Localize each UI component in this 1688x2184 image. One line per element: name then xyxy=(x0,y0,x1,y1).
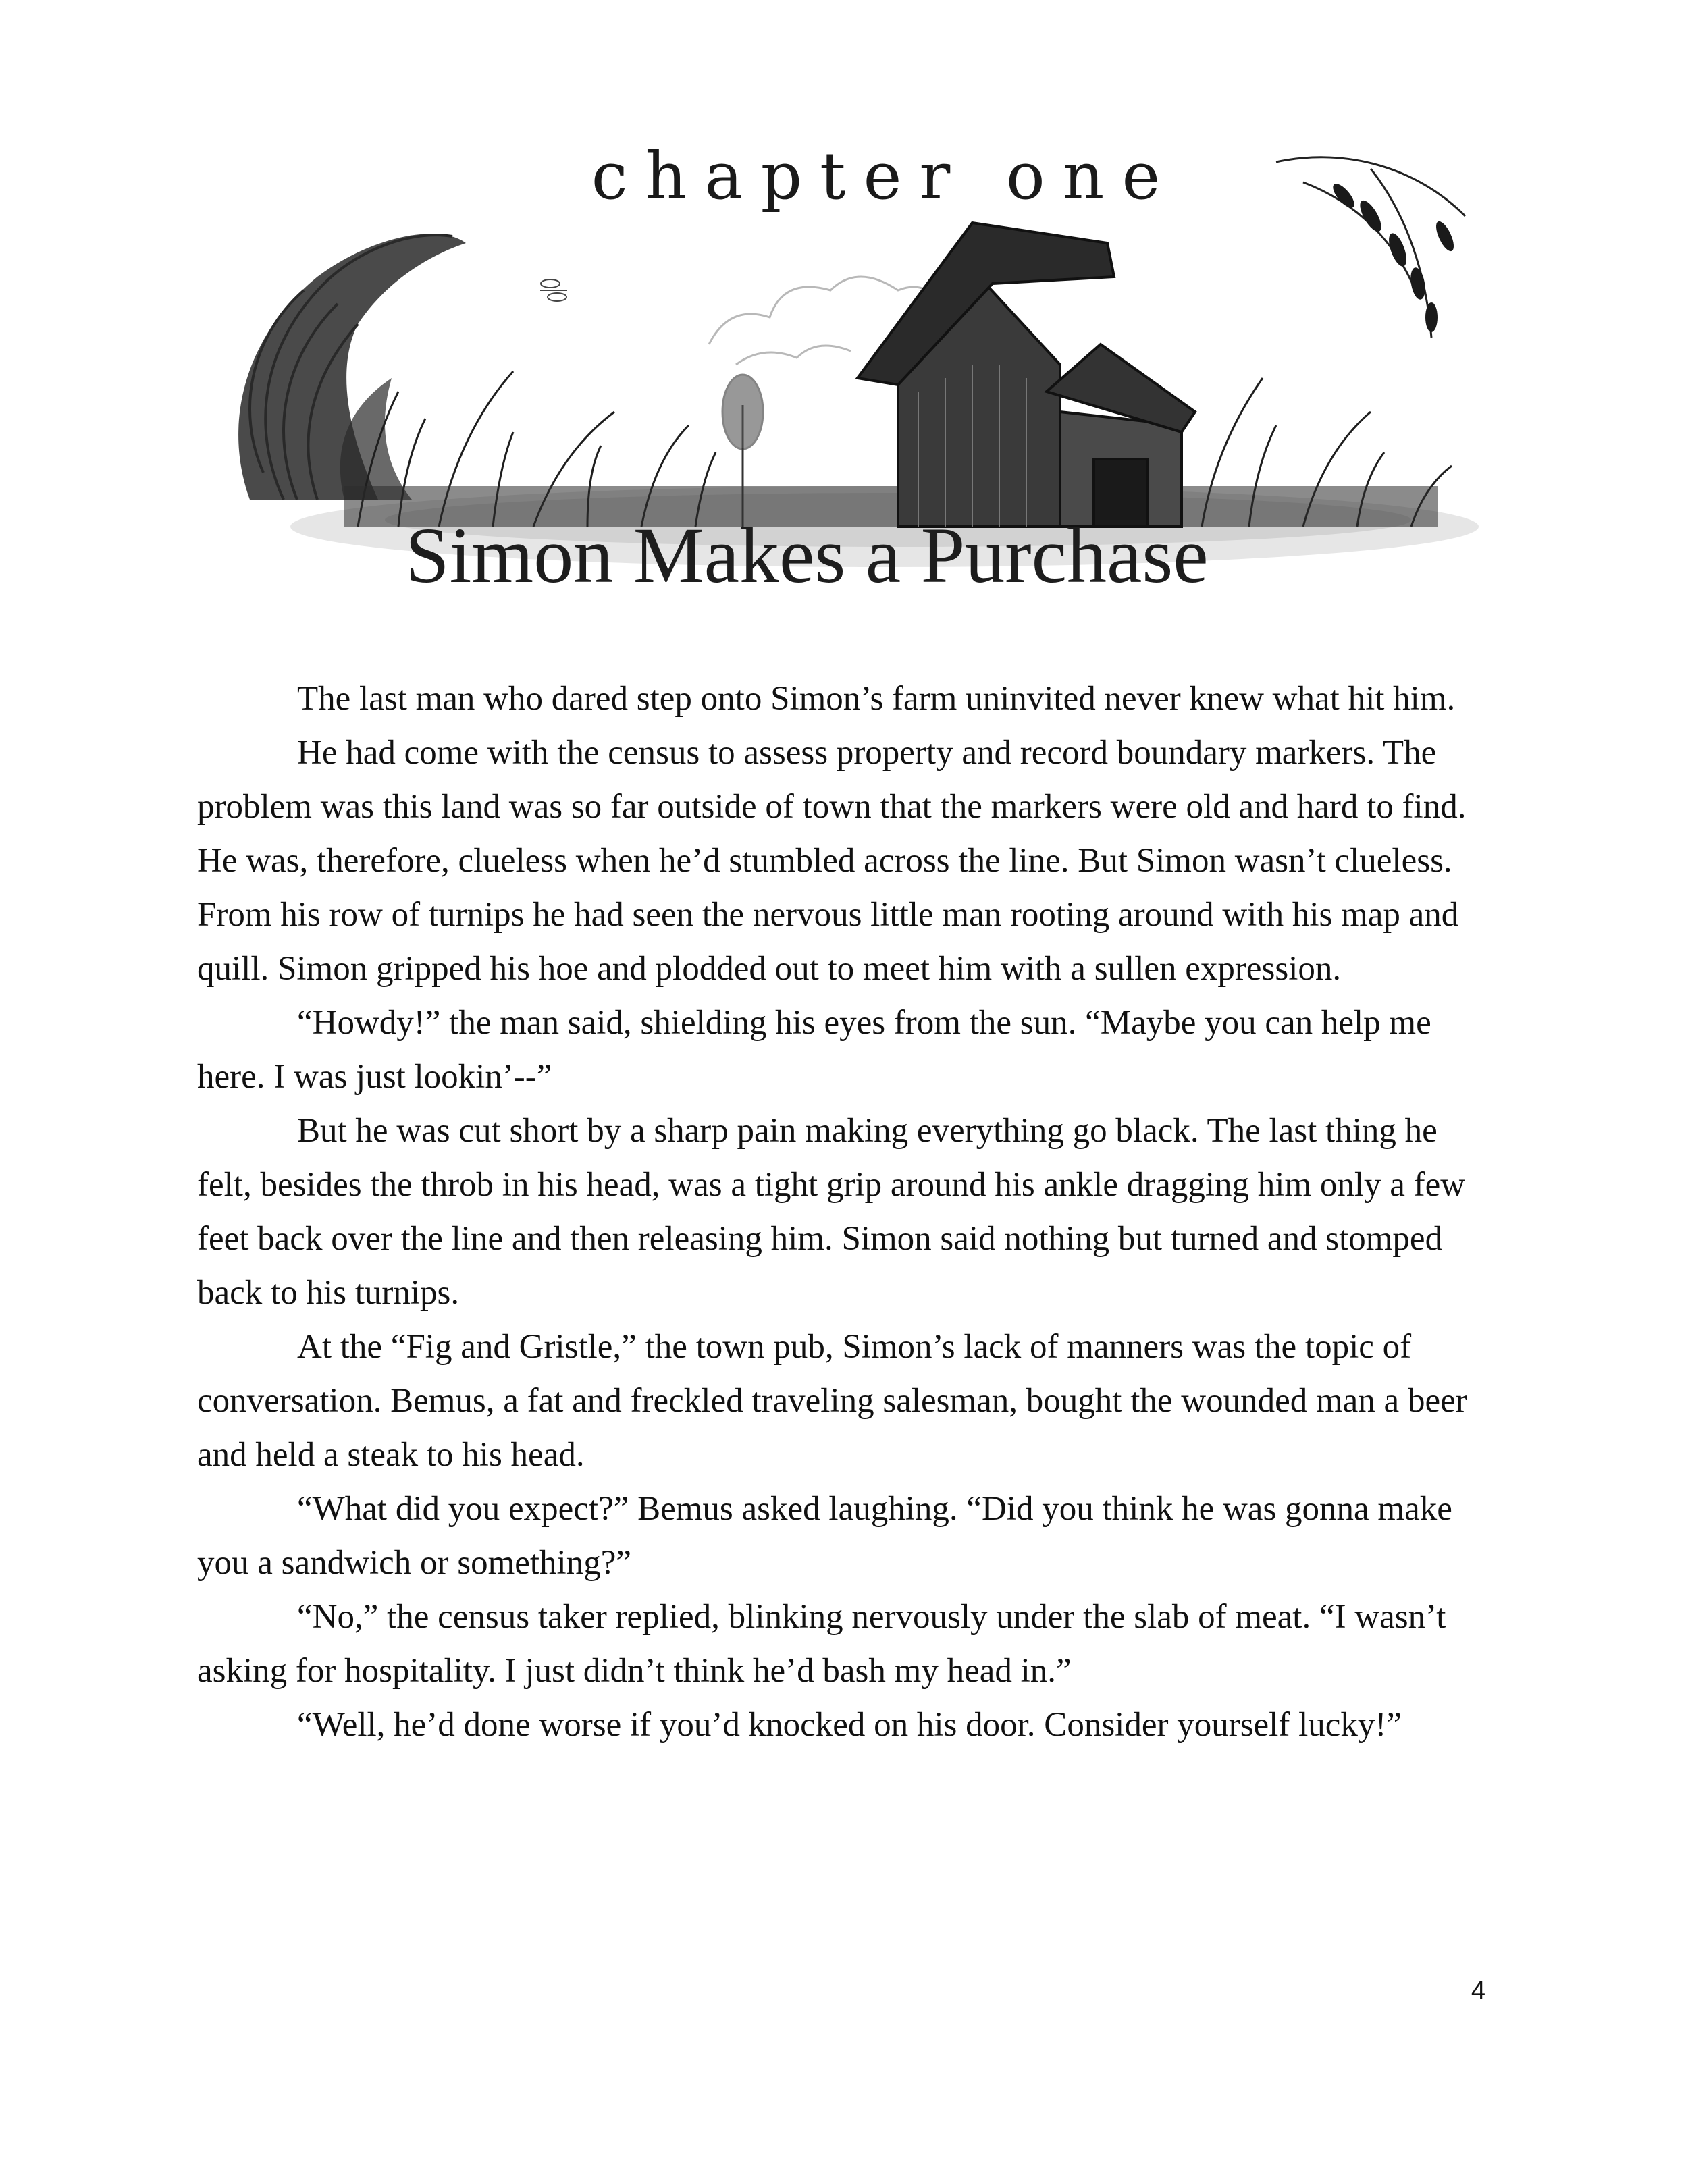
paragraph: At the “Fig and Gristle,” the town pub, Simon’s lack of manners was the topic of conversation. Bemus, a fat and freckled traveling salesman, bought the wounded man a beer and held a steak to his head. xyxy=(197,1328,1467,1474)
paragraph: “Howdy!” the man said, shielding his eyes from the sun. “Maybe you can help me here. I was just lookin’--” xyxy=(197,1004,1431,1096)
body-text xyxy=(197,672,1494,1752)
page-number: 4 xyxy=(1471,1977,1485,2005)
paragraph: “No,” the census taker replied, blinking nervously under the slab of meat. “I wasn’t asking for hospitality. I just didn’t think he’d bash my head in.” xyxy=(197,1598,1446,1690)
chapter-title: Simon Makes a Purchase xyxy=(405,511,1209,600)
paragraph: But he was cut short by a sharp pain making everything go black. The last thing he felt, besides the throb in his head, was a tight grip around his ankle dragging him only a few feet back over the line and then releasing him. Simon said nothing but turned and stomped back to his turnips. xyxy=(197,1112,1466,1312)
paragraph: “What did you expect?” Bemus asked laughing. “Did you think he was gonna make you a sandwich or something?” xyxy=(197,1490,1452,1582)
paragraph: He had come with the census to assess property and record boundary markers. The problem was this land was so far outside of town that the markers were old and hard to find. He was, therefore, clueless when he’d stumbled across the line. But Simon wasn’t clueless. From his row of turnips he had seen the nervous little man rooting around with his map and quill. Simon gripped his hoe and plodded out to meet him with a sullen expression. xyxy=(197,734,1467,988)
chapter-label: chapter one xyxy=(591,138,1178,214)
paragraph: The last man who dared step onto Simon’s farm uninvited never knew what hit him. xyxy=(297,680,1456,718)
paragraph: “Well, he’d done worse if you’d knocked on his door. Consider yourself lucky!” xyxy=(297,1706,1402,1744)
